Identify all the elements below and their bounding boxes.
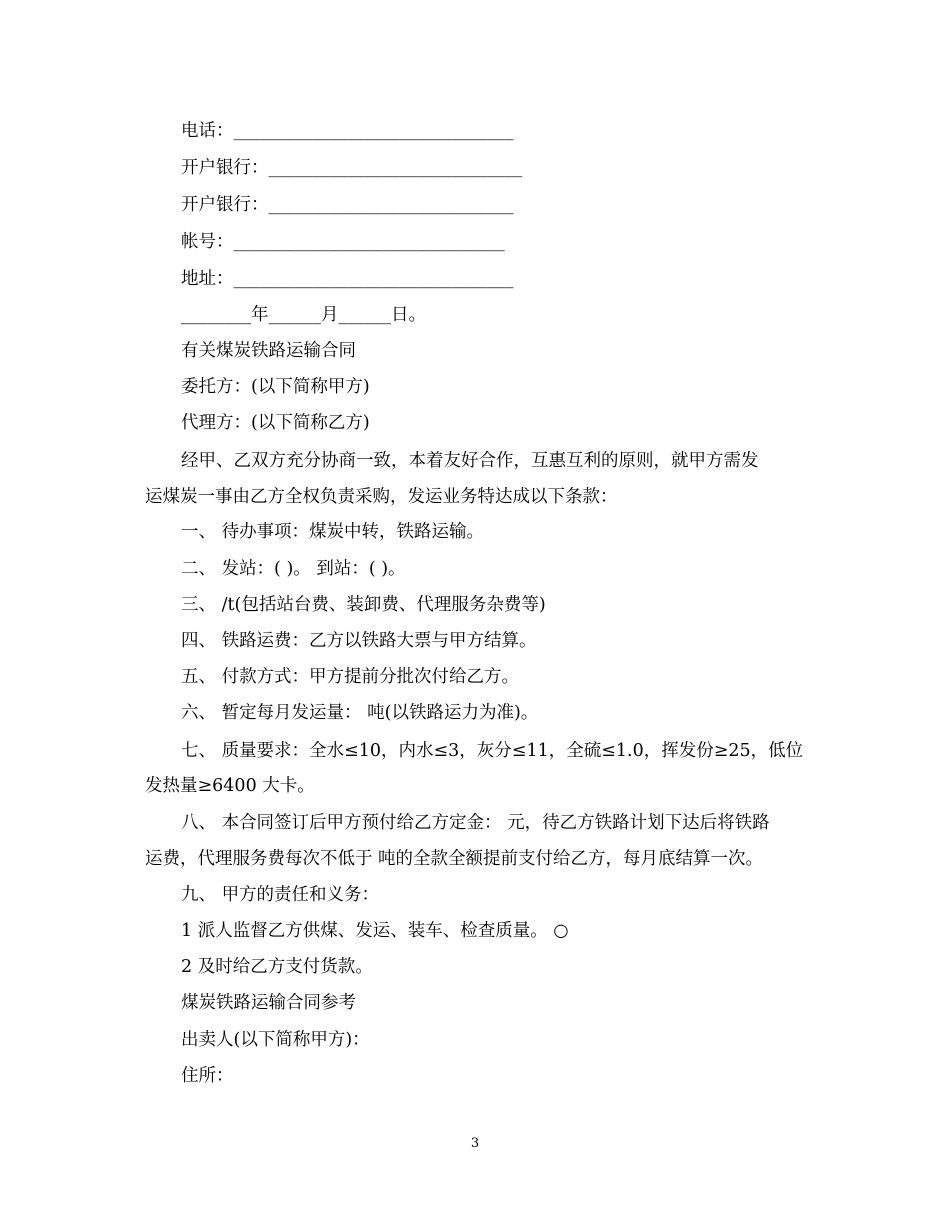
phone-line: 电话：________________________________ — [181, 121, 514, 141]
residence-line: 住所： — [181, 1066, 234, 1086]
clause-9: 九、 甲方的责任和义务： — [181, 885, 380, 905]
intro-paragraph-line-2: 运煤炭一事由乙方全权负责采购，发运业务特达成以下条款： — [145, 487, 618, 507]
bank-line-1: 开户银行：_____________________________ — [181, 158, 523, 178]
principal-line: 委托方：(以下简称甲方) — [181, 377, 370, 397]
reference-title: 煤炭铁路运输合同参考 — [181, 993, 356, 1013]
clause-8-line-1: 八、 本合同签订后甲方预付给乙方定金： 元，待乙方铁路计划下达后将铁路 — [181, 813, 770, 833]
clause-9-item-1: 1 派人监督乙方供煤、发运、装车、检查质量。 ○ — [181, 921, 569, 941]
date-line: ________年______月______日。 — [181, 305, 426, 325]
intro-paragraph-line-1: 经甲、乙双方充分协商一致，本着友好合作，互惠互利的原则，就甲方需发 — [181, 451, 759, 471]
clause-6: 六、 暂定每月发运量： 吨(以铁路运力为准)。 — [181, 703, 539, 723]
clause-3: 三、 /t(包括站台费、装卸费、代理服务杂费等) — [181, 595, 546, 615]
contract-title: 有关煤炭铁路运输合同 — [181, 341, 356, 361]
clause-1: 一、 待办事项：煤炭中转，铁路运输。 — [181, 522, 485, 542]
address-line: 地址：________________________________ — [181, 269, 514, 289]
bank-line-2: 开户银行：____________________________ — [181, 195, 514, 215]
clause-5: 五、 付款方式：甲方提前分批次付给乙方。 — [181, 667, 520, 687]
seller-line: 出卖人(以下简称甲方)： — [181, 1030, 370, 1050]
clause-4: 四、 铁路运费：乙方以铁路大票与甲方结算。 — [181, 631, 537, 651]
clause-2: 二、 发站：( )。 到站：( )。 — [181, 559, 406, 579]
clause-8-line-2: 运费，代理服务费每次不低于 吨的全款全额提前支付给乙方，每月底结算一次。 — [145, 849, 764, 869]
clause-7-line-1: 七、 质量要求：全水≤10，内水≤3，灰分≤11，全硫≤1.0，挥发份≥25，低位 — [181, 741, 804, 761]
agent-line: 代理方：(以下简称乙方) — [181, 413, 370, 433]
account-line: 帐号：_______________________________ — [181, 232, 505, 252]
clause-7-line-2: 发热量≥6400 大卡。 — [145, 776, 315, 796]
clause-9-item-2: 2 及时给乙方支付货款。 — [181, 957, 373, 977]
page-number: 3 — [470, 1136, 480, 1151]
